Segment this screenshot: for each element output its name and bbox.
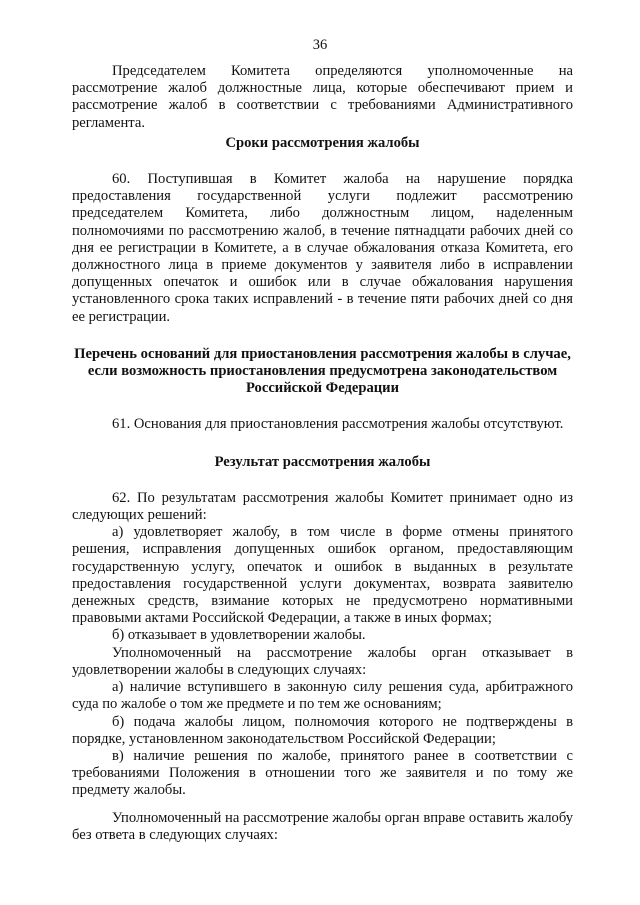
paragraph-refusal-b: б) подача жалобы лицом, полномочия которого не подтверждены в порядке, установленном законодательством Российской Федерации; bbox=[72, 713, 573, 747]
paragraph-61: 61. Основания для приостановления рассмотрения жалобы отсутствуют. bbox=[112, 416, 564, 433]
heading-suspension-grounds: Перечень оснований для приостановления рассмотрения жалобы в случае, если возможность приостановления предусмотрена законодательством Российской Федерации bbox=[74, 345, 571, 397]
page-number: 36 bbox=[312, 37, 328, 53]
paragraph-refusal-cases: Уполномоченный на рассмотрение жалобы орган отказывает в удовлетворении жалобы в следующих случаях: bbox=[72, 644, 573, 678]
heading-review-result: Результат рассмотрения жалобы bbox=[214, 453, 431, 470]
paragraph-refusal-a: а) наличие вступившего в законную силу решения суда, арбитражного суда по жалобе о том же предмете и по тем же основаниям; bbox=[72, 679, 573, 713]
paragraph-no-answer-cases: Уполномоченный на рассмотрение жалобы орган вправе оставить жалобу без ответа в следующих случаях: bbox=[72, 809, 573, 843]
paragraph-authorized-officials: Председателем Комитета определяются уполномоченные на рассмотрение жалоб должностные лица, которые обеспечивают прием и рассмотрение жалоб в соответствии с требованиями Административного регламента. bbox=[72, 63, 573, 131]
paragraph-60: 60. Поступившая в Комитет жалоба на нарушение порядка предоставления государственной услуги подлежит рассмотрению председателем Комитета, либо должностным лицом, наделенным полномочиями по рассмотрению жалоб, в течение пятнадцати рабочих дней со дня ее регистрации в Комитете, а в случае обжалования отказа Комитета, его должностного лица в приеме документов у заявителя либо в исправлении допущенных опечаток и ошибок или в случае обжалования нарушения установленного срока таких исправлений - в течение пяти рабочих дней со дня ее регистрации. bbox=[72, 171, 573, 325]
paragraph-refusal-c: в) наличие решения по жалобе, принятого ранее в соответствии с требованиями Положения в отношении того же заявителя и по тому же предмету жалобы. bbox=[72, 747, 573, 799]
paragraph-62-a: а) удовлетворяет жалобу, в том числе в форме отмены принятого решения, исправления допущенных ошибок органом, предоставляющим государственную услугу, опечаток и ошибок в выданных в результате предоставления государственной услуги документах, возврата заявителю денежных средств, взимание которых не предусмотрено нормативными правовыми актами Российской Федерации, а также в иных формах; bbox=[72, 524, 573, 627]
paragraph-62-b: б) отказывает в удовлетворении жалобы. bbox=[112, 627, 366, 644]
paragraph-62: 62. По результатам рассмотрения жалобы Комитет принимает одно из следующих решений: bbox=[72, 489, 573, 524]
document-body bbox=[72, 63, 573, 844]
heading-review-terms: Сроки рассмотрения жалобы bbox=[225, 134, 420, 151]
